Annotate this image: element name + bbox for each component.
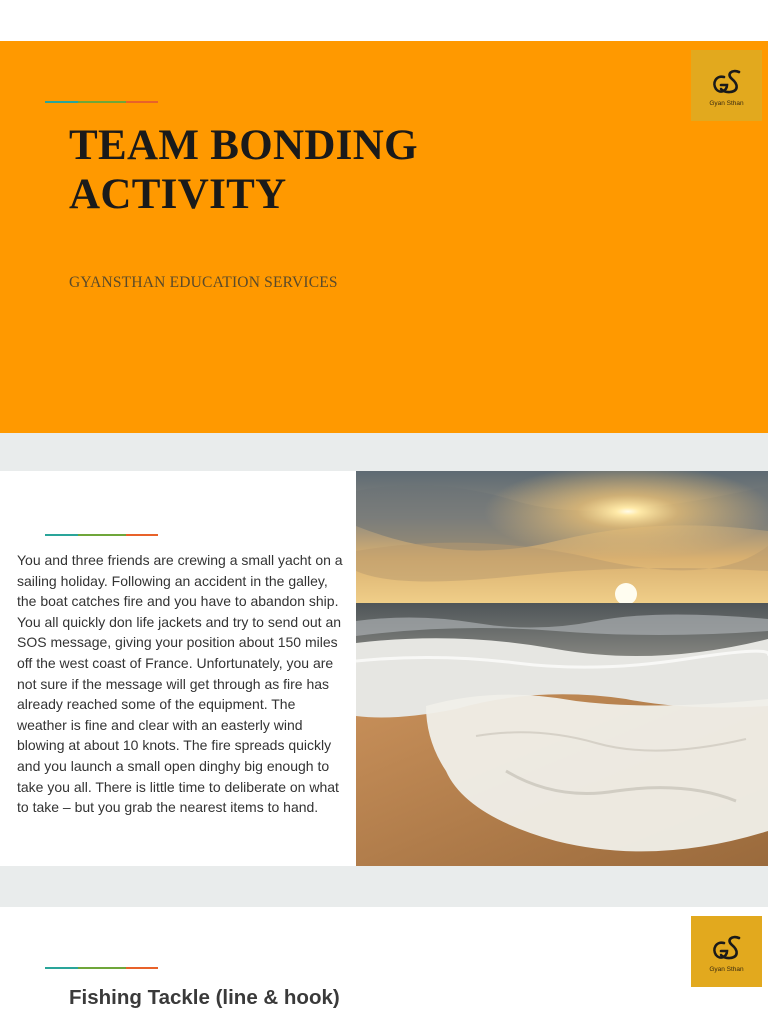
accent-line: [45, 101, 158, 103]
gyansthan-logo: [691, 50, 762, 121]
title-slide: [0, 41, 768, 433]
logo-text: Gyan Sthan: [709, 965, 744, 973]
slide-title: TEAM BONDING ACTIVITY: [69, 122, 418, 218]
gs-logo-icon: [708, 65, 746, 99]
item-slide: [0, 907, 768, 1024]
slide-subtitle: GYANSTHAN EDUCATION SERVICES: [69, 274, 338, 291]
sunset-beach-photo: [356, 471, 768, 866]
item-heading: Fishing Tackle (line & hook): [69, 986, 340, 1009]
scenario-panel: [0, 471, 356, 866]
logo-text: Gyan Sthan: [709, 99, 744, 107]
accent-line: [45, 534, 158, 536]
gyansthan-logo: [691, 916, 762, 987]
gs-logo-icon: [708, 931, 746, 965]
top-margin: [0, 0, 768, 41]
scenario-text: You and three friends are crewing a small yacht on a sailing holiday. Following an accident in the galley, the boat catches fire and you have to abandon ship. You all quickly don life jackets and try to send out an SOS message, giving your position about 150 miles off the west coast of France. Unfortunately, you are not sure if the message will get through as fire has already reached some of the equipment. The weather is fine and clear with an easterly wind blowing at about 10 knots. The fire spreads quickly and you launch a small open dinghy big enough to take you all. There is little time to deliberate on what to take – but you grab the nearest items to hand.: [17, 552, 343, 816]
accent-line: [45, 967, 158, 969]
